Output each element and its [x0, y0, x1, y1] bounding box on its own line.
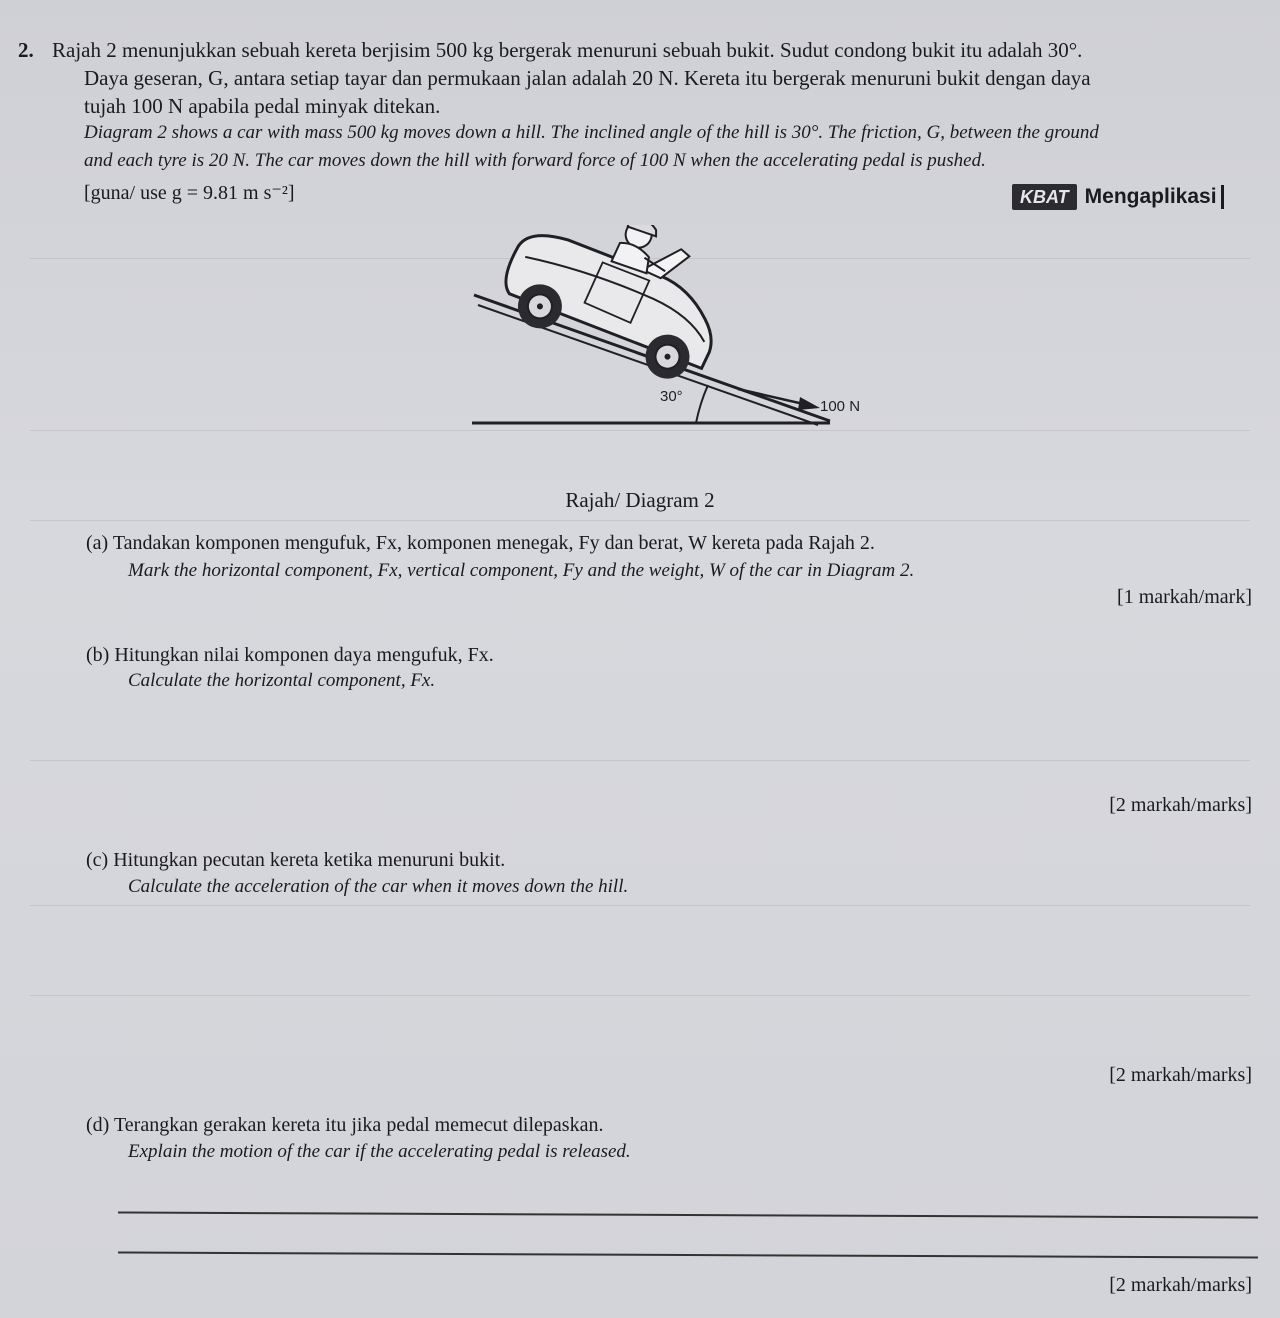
angle-arc	[696, 385, 708, 423]
force-arrow-head	[798, 397, 820, 410]
question-malay-line-2: Daya geseran, G, antara setiap tayar dan permukaan jalan adalah 20 N. Kereta itu bergerak menuruni bukit dengan daya	[84, 66, 1091, 90]
part-a-malay: (a) Tandakan komponen mengufuk, Fx, komponen menegak, Fy dan berat, W kereta pada Rajah 2.	[86, 532, 875, 554]
part-b-malay: (b) Hitungkan nilai komponen daya mengufuk, Fx.	[86, 644, 494, 666]
part-d-english: Explain the motion of the car if the accelerating pedal is released.	[128, 1141, 631, 1162]
part-d-marks: [2 markah/marks]	[1109, 1274, 1252, 1296]
part-b-marks: [2 markah/marks]	[1109, 794, 1252, 816]
show-through-line	[30, 995, 1250, 996]
answer-line[interactable]	[118, 1252, 1258, 1259]
part-a-marks: [1 markah/mark]	[1117, 586, 1252, 608]
part-c-english: Calculate the acceleration of the car when it moves down the hill.	[128, 876, 629, 897]
angle-label: 30°	[660, 388, 683, 405]
answer-line[interactable]	[118, 1212, 1258, 1219]
part-b-english: Calculate the horizontal component, Fx.	[128, 670, 436, 691]
question-number: 2.	[18, 38, 34, 62]
kbat-label: Mengaplikasi	[1081, 185, 1224, 209]
kbat-tag: KBAT	[1012, 184, 1077, 210]
question-english-line-2: and each tyre is 20 N. The car moves down the hill with forward force of 100 N when the accelerating pedal is pushed.	[84, 150, 986, 171]
show-through-line	[30, 760, 1250, 761]
part-a-english: Mark the horizontal component, Fx, vertical component, Fy and the weight, W of the car in Diagram 2.	[128, 560, 915, 581]
gravity-note: [guna/ use g = 9.81 m s⁻²]	[84, 182, 295, 204]
incline-diagram	[468, 225, 888, 440]
show-through-line	[30, 905, 1250, 906]
part-c-malay: (c) Hitungkan pecutan kereta ketika menuruni bukit.	[86, 849, 506, 871]
diagram-caption: Rajah/ Diagram 2	[565, 488, 715, 512]
part-c-marks: [2 markah/marks]	[1109, 1064, 1252, 1086]
question-malay-line-3: tujah 100 N apabila pedal minyak ditekan.	[84, 94, 441, 118]
question-malay-line-1: Rajah 2 menunjukkan sebuah kereta berjisim 500 kg bergerak menuruni sebuah bukit. Sudut condong bukit itu adalah 30°.	[52, 38, 1083, 62]
car-illustration	[491, 225, 743, 390]
show-through-line	[30, 520, 1250, 521]
force-arrow-shaft	[738, 389, 808, 405]
kbat-badge	[1012, 183, 1224, 211]
force-label: 100 N	[820, 398, 861, 415]
part-d-malay: (d) Terangkan gerakan kereta itu jika pedal memecut dilepaskan.	[86, 1114, 604, 1136]
question-english-line-1: Diagram 2 shows a car with mass 500 kg moves down a hill. The inclined angle of the hill is 30°. The friction, G, between the ground	[84, 122, 1099, 143]
